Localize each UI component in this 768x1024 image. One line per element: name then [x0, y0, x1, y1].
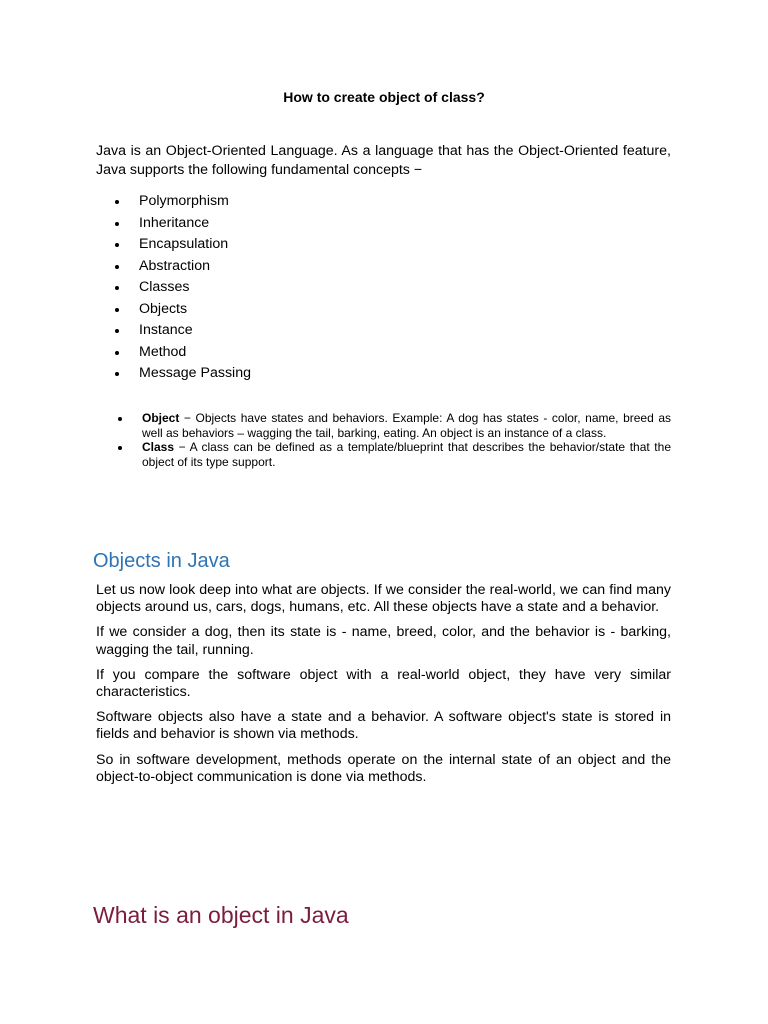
paragraph: So in software development, methods operate on the internal state of an object and the object-to-object communication is done via methods.: [96, 751, 671, 785]
document-title: How to create object of class?: [283, 89, 485, 105]
intro-paragraph: Java is an Object-Oriented Language. As a language that has the Object-Oriented feature, Java supports the following fundamental concepts −: [96, 143, 671, 178]
paragraph: If we consider a dog, then its state is - name, breed, color, and the behavior is - barking, wagging the tail, running.: [96, 624, 671, 658]
list-item: Polymorphism: [96, 191, 251, 213]
list-item: Abstraction: [96, 256, 251, 278]
objects-section-body: [96, 582, 671, 794]
definition-item-object: [96, 411, 671, 440]
definition-term: Class: [142, 440, 175, 454]
definition-item-class: [96, 440, 671, 469]
list-item: Message Passing: [96, 363, 251, 385]
definition-term: Object: [142, 411, 180, 425]
section-heading-what-is-object: What is an object in Java: [93, 902, 349, 928]
list-item: Method: [96, 342, 251, 364]
definition-text: − Objects have states and behaviors. Example: A dog has states - color, name, breed as well as behaviors – wagging the tail, barking, eating. An object is an instance of a class.: [142, 411, 671, 440]
list-item: Objects: [96, 299, 251, 321]
list-item: Instance: [96, 320, 251, 342]
section-heading-objects: Objects in Java: [93, 550, 230, 572]
definitions-list: [96, 411, 671, 469]
concepts-list: [96, 191, 251, 385]
list-item: Encapsulation: [96, 234, 251, 256]
list-item: Inheritance: [96, 213, 251, 235]
paragraph: If you compare the software object with a real-world object, they have very similar characteristics.: [96, 666, 671, 701]
list-item: Classes: [96, 277, 251, 299]
definition-text: − A class can be defined as a template/blueprint that describes the behavior/state that the object of its type support.: [142, 440, 671, 469]
paragraph: Let us now look deep into what are objects. If we consider the real-world, we can find many objects around us, cars, dogs, humans, etc. All these objects have a state and a behavior.: [96, 582, 671, 616]
paragraph: Software objects also have a state and a behavior. A software object's state is stored in fields and behavior is shown via methods.: [96, 709, 671, 743]
